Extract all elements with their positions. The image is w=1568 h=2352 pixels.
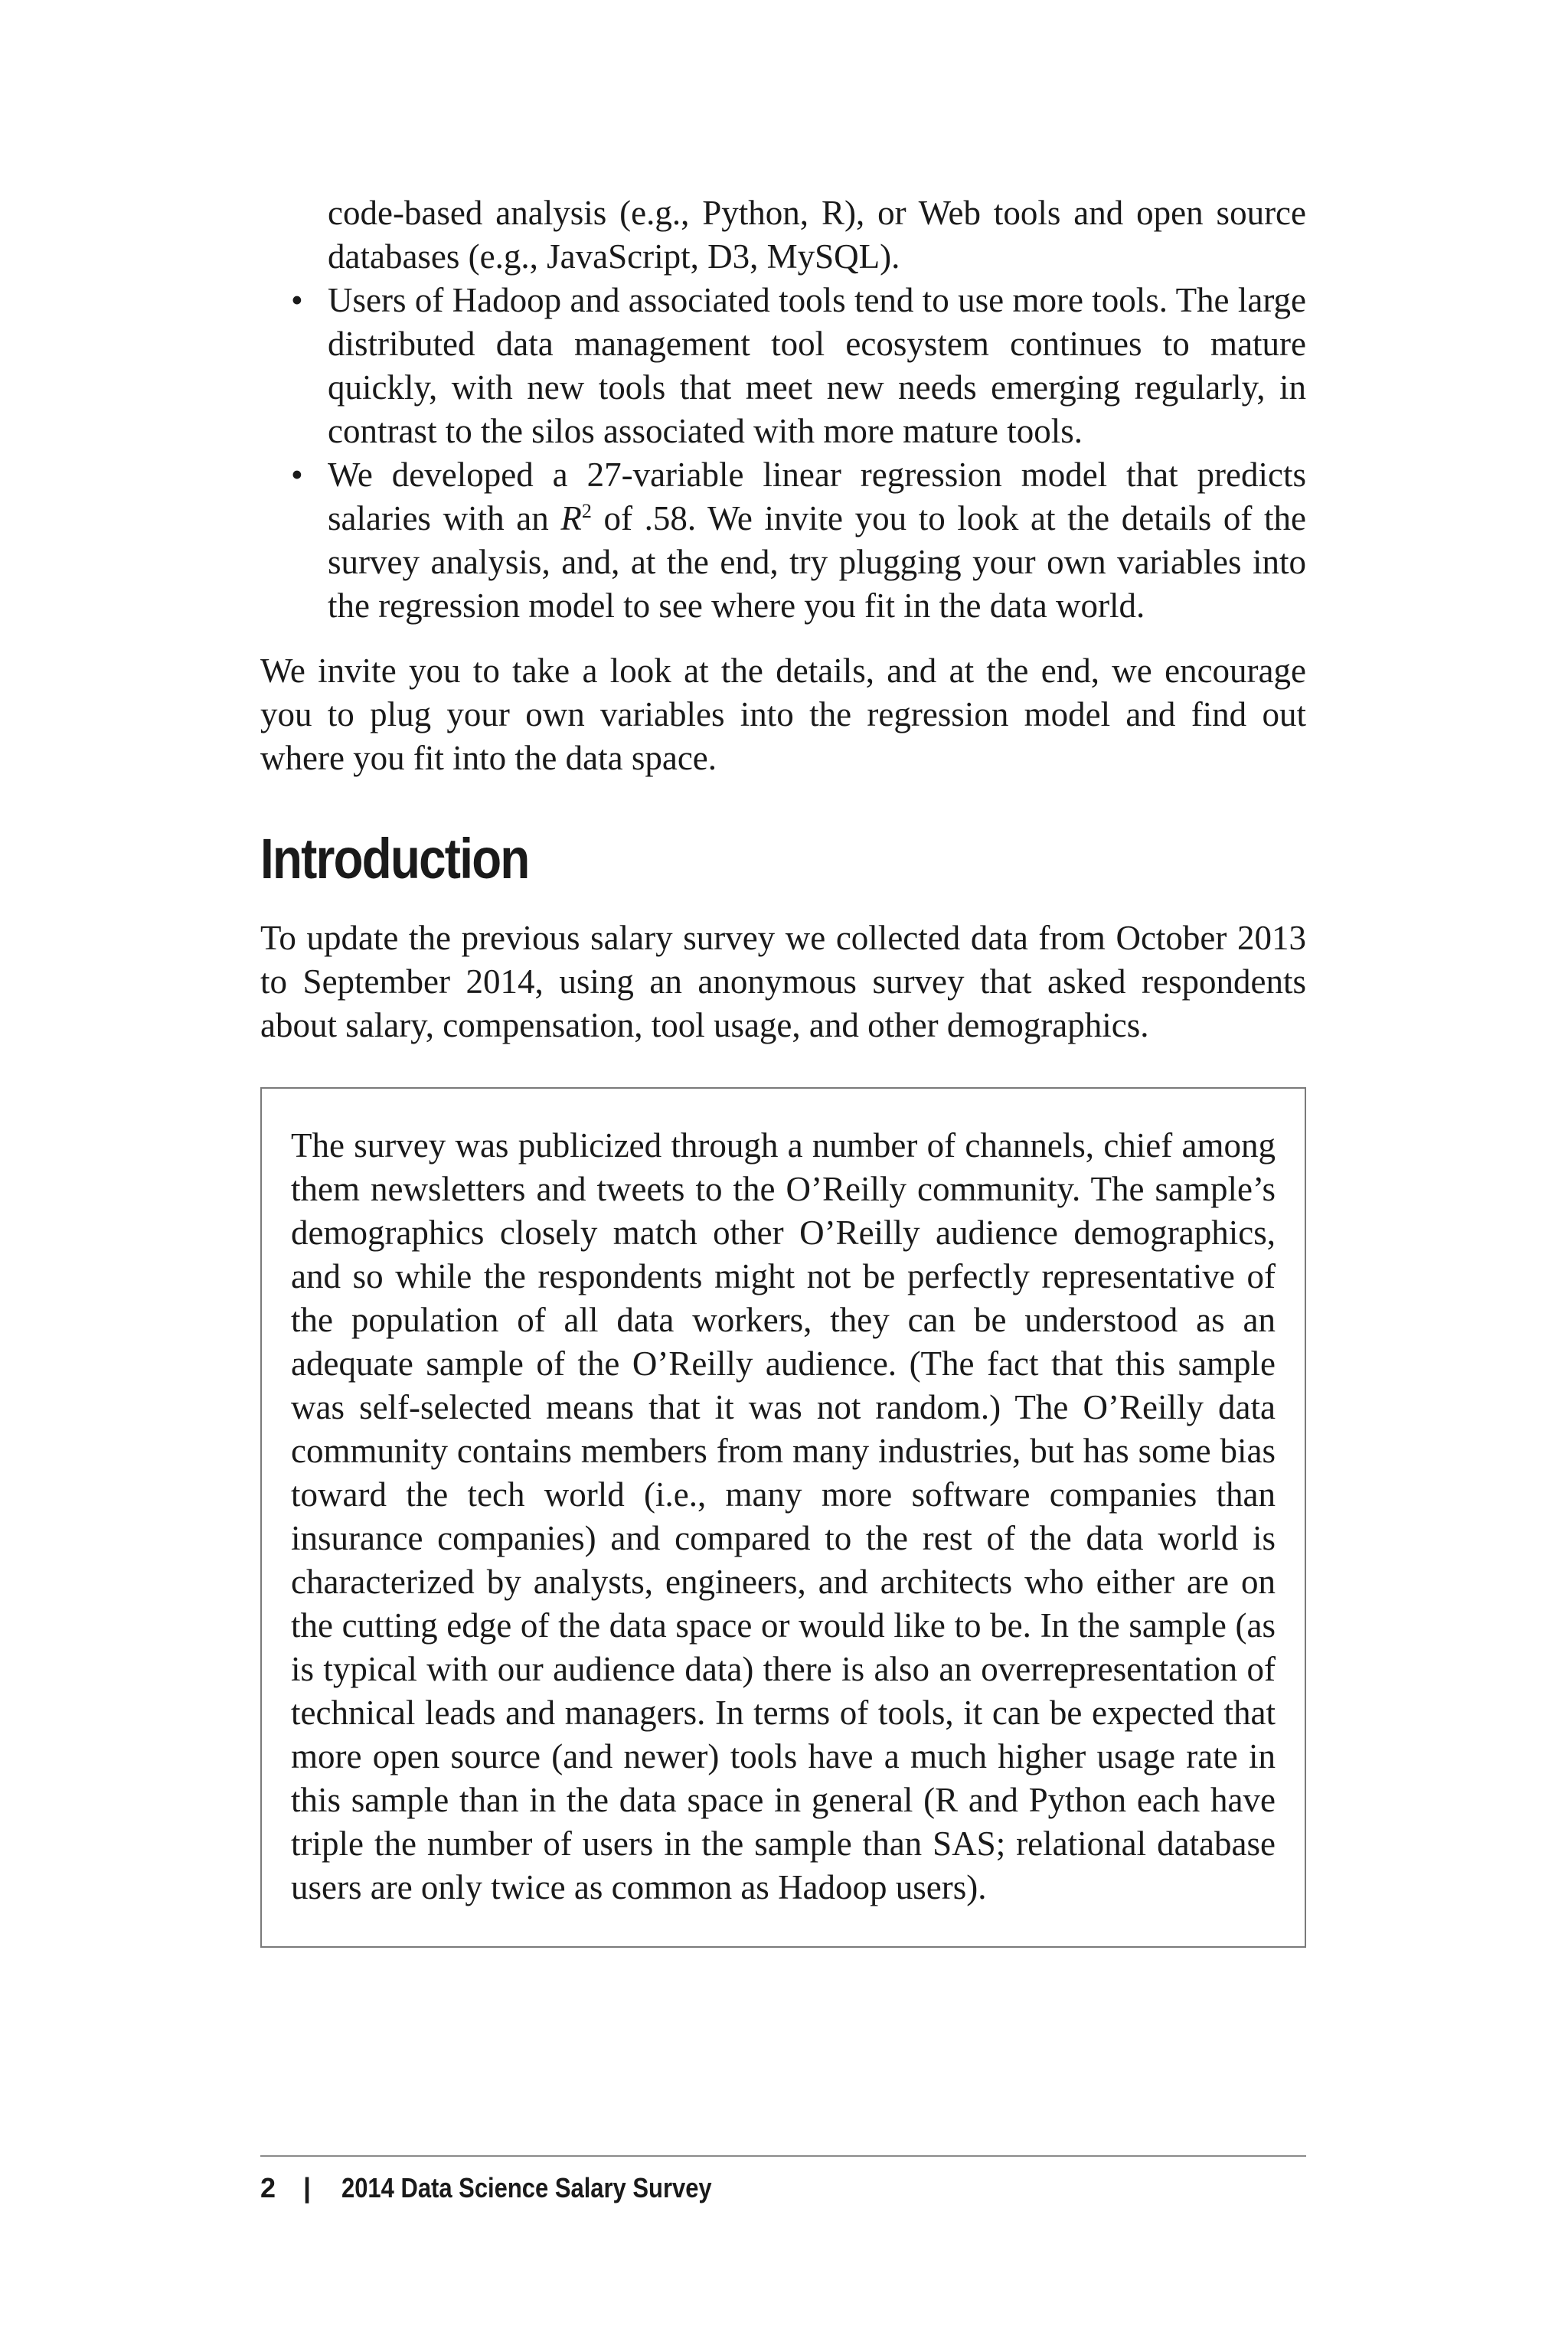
section-heading-introduction: Introduction (260, 827, 529, 890)
bullet-continuation-text: code-based analysis (e.g., Python, R), or Web tools and open source databases (e.g., JavaScript, D3, MySQL). (328, 194, 1306, 276)
survey-methodology-note-box (260, 1087, 1306, 1948)
bullet-list (260, 279, 1306, 628)
bullet-text-start: We developed a 27-variable linear regression model that predicts salaries with an (328, 456, 1306, 537)
bullet-item-regression-model (291, 453, 1306, 628)
page-footer (260, 2155, 1306, 2206)
bullet-text-end: of .58. We invite you to look at the details of the survey analysis, and, at the end, try plugging your own variables into the regression model to see where you fit in the data world. (328, 499, 1306, 625)
footer-separator: | (303, 2172, 312, 2203)
bullet-text: Users of Hadoop and associated tools tend to use more tools. The large distributed data management tool ecosystem continues to mature quickly, with new tools that meet new needs emerging regularly, in contrast to the silos associated with more mature tools. (328, 281, 1306, 450)
bullet-icon: • (291, 281, 303, 319)
bullet-item-hadoop-tools (291, 279, 1306, 453)
footer-book-title: 2014 Data Science Salary Survey (341, 2172, 712, 2203)
note-box-text: The survey was publicized through a number of channels, chief among them newsletters and tweets to the O’Reilly community. The sample’s demographics closely match other O’Reilly audience demographics, and so while the respondents might not be perfectly representative of the population of all data workers, they can be understood as an adequate sample of the O’Reilly audience. (The fact that this sample was self-selected means that it was not random.) The O’Reilly data community contains members from many industries, but has some bias toward the tech world (i.e., many more software companies than insurance companies) and compared to the rest of the data world is characterized by analysts, engineers, and architects who either are on the cutting edge of the data space or would like to be. In the sample (as is typical with our audience data) there is also an overrepresentation of technical leads and managers. In terms of tools, it can be expected that more open source (and newer) tools have a much higher usage rate in this sample than in the data space in general (R and Python each have triple the number of users in the sample than SAS; relational database users are only twice as common as Hadoop users). (291, 1126, 1276, 1906)
r-squared-superscript: 2 (581, 500, 592, 522)
bullet-icon: • (291, 456, 303, 494)
r-squared-symbol: R (560, 499, 582, 537)
page-number: 2 (260, 2172, 276, 2203)
page-content (260, 191, 1306, 1948)
introduction-paragraph: To update the previous salary survey we collected data from October 2013 to September 2014, using an anonymous survey that asked respondents about salary, compensation, tool usage, and other demographics. (260, 919, 1306, 1044)
summary-paragraph: We invite you to take a look at the details, and at the end, we encourage you to plug your own variables into the regression model and find out where you fit into the data space. (260, 652, 1306, 777)
